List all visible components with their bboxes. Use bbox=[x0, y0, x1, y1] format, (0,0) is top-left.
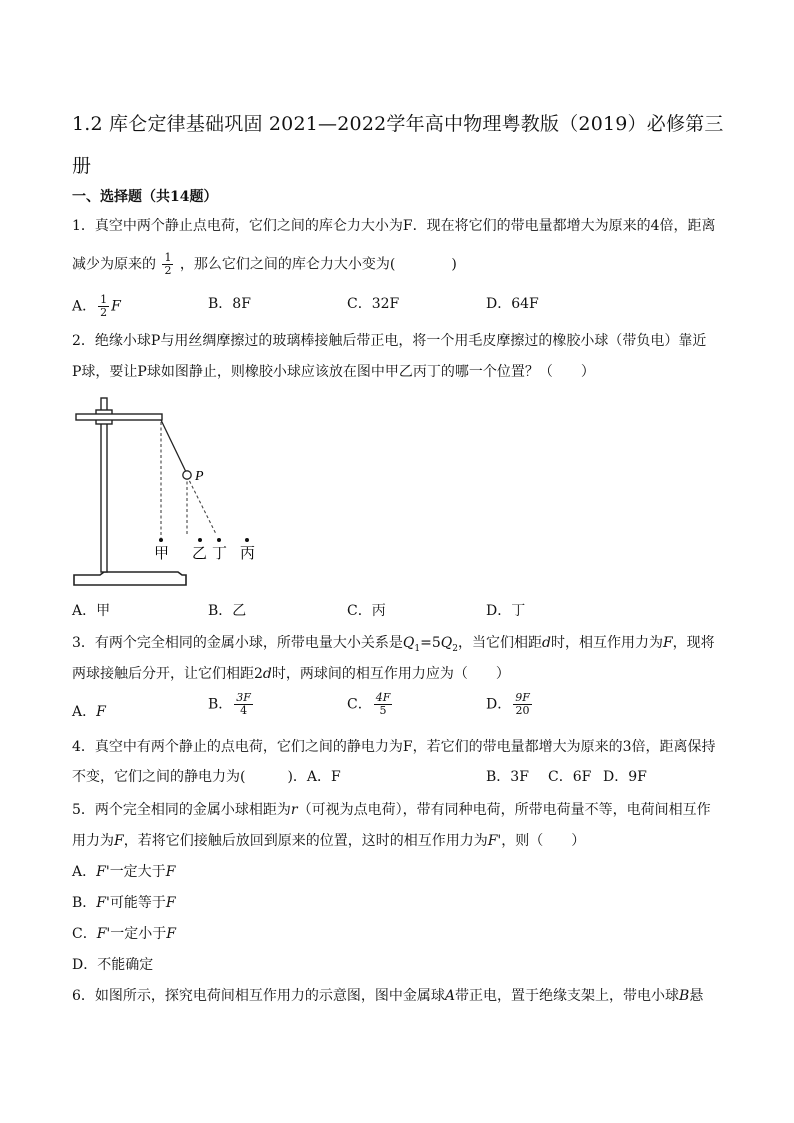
q5-option-c bbox=[72, 924, 176, 944]
q1-line2 bbox=[72, 252, 722, 277]
q5-option-a bbox=[72, 862, 175, 882]
q6-var-a: A bbox=[444, 988, 456, 1004]
q3-var-d: d bbox=[541, 635, 551, 651]
q1-option-a bbox=[72, 294, 121, 319]
q3-option-c-frac bbox=[374, 692, 393, 717]
page-title: 1.2 库仑定律基础巩固 2021—2022学年高中物理粤教版（2019）必修第三册 bbox=[72, 113, 724, 177]
q3-option-b bbox=[208, 692, 255, 717]
q4-line1: 4．真空中有两个静止的点电荷，它们之间的静电力为F，若它们的带电量都增大为原来的3倍，距离保持 bbox=[72, 739, 716, 755]
q1-option-d: D．64F bbox=[486, 296, 539, 312]
q3-option-d-den: 20 bbox=[515, 704, 530, 717]
q5-var-r: r bbox=[290, 802, 298, 818]
ball-p bbox=[183, 471, 191, 479]
q1-option-a-den: 2 bbox=[100, 306, 108, 319]
q5-var-f: F bbox=[114, 833, 124, 849]
q5-option-c-var: F' bbox=[96, 926, 111, 942]
dot-yi bbox=[198, 538, 202, 542]
q3-option-d-num: 9F bbox=[515, 691, 530, 704]
q5-option-b-label: B． bbox=[72, 895, 97, 911]
q3-line1-start: 3．有两个完全相同的金属小球，所带电量大小关系是 bbox=[72, 635, 403, 651]
q1-line2-end: ，那么它们之间的库仑力大小变为( ) bbox=[179, 256, 457, 273]
q5-option-b-text: 可能等于 bbox=[109, 895, 166, 911]
q5-line2-mid: ，若将它们接触后放回到原来的位置，这时的相互作用力为 bbox=[123, 833, 488, 849]
q5-line2-start: 用力为 bbox=[72, 833, 114, 849]
q4-option-b: B．3F bbox=[486, 769, 529, 785]
q3-option-c-label: C． bbox=[347, 696, 372, 713]
q3-option-b-label: B． bbox=[208, 696, 233, 713]
label-p: P bbox=[195, 469, 204, 484]
q5-option-b-var: F' bbox=[96, 895, 110, 911]
q3-option-b-frac bbox=[234, 692, 253, 717]
q3-line2 bbox=[72, 664, 722, 684]
q3-line1 bbox=[72, 633, 722, 659]
q2-option-c: C．丙 bbox=[347, 603, 386, 619]
q3-option-c-num: 4F bbox=[375, 691, 391, 704]
dashed-line-to-ding bbox=[187, 476, 216, 534]
q5-line1 bbox=[72, 800, 722, 820]
q5-line1-end: （可视为点电荷），带有同种电荷，所带电荷量不等，电荷间相互作 bbox=[297, 802, 711, 818]
q6-line1-end: 悬 bbox=[689, 988, 704, 1004]
pendulum-figure bbox=[70, 392, 270, 592]
dot-bing bbox=[245, 538, 249, 542]
q1-option-a-num: 1 bbox=[100, 293, 108, 306]
q5-line1-start: 5．两个完全相同的金属小球相距为 bbox=[72, 802, 291, 818]
q5-option-b bbox=[72, 893, 176, 913]
q3-q2-sub: 2 bbox=[452, 643, 458, 654]
q5-var-f2: F' bbox=[487, 833, 502, 849]
q3-var-f: F bbox=[662, 635, 673, 651]
q3-option-a bbox=[72, 702, 106, 722]
q3-line1-mid: ，当它们相距 bbox=[457, 635, 542, 651]
stand-base bbox=[74, 572, 186, 585]
q1-option-a-frac bbox=[98, 294, 109, 319]
q5-option-c-var2: F bbox=[166, 926, 176, 942]
q2-line2: P球，要让P球如图静止，则橡胶小球应该放在图中甲乙丙丁的哪一个位置？（ ） bbox=[72, 364, 595, 380]
q5-option-a-text: 一定大于 bbox=[109, 864, 166, 880]
stand-arm bbox=[76, 414, 162, 420]
q3-option-b-den: 4 bbox=[240, 704, 248, 717]
q3-line2-var-d: d bbox=[262, 666, 272, 682]
q6-line1-mid: 带正电，置于绝缘支架上，带电小球 bbox=[455, 988, 680, 1004]
q2-option-a: A．甲 bbox=[72, 603, 111, 619]
q5-option-b-var2: F bbox=[165, 895, 176, 911]
q3-option-b-num: 3F bbox=[236, 691, 251, 704]
q6-line1 bbox=[72, 986, 722, 1006]
q3-option-d-frac bbox=[513, 692, 532, 717]
q4-option-c: C．6F bbox=[548, 769, 592, 785]
q5-option-c-text: 一定小于 bbox=[110, 926, 167, 942]
q1-line1: 1．真空中两个静止点电荷，它们之间的库仑力大小为F．现在将它们的带电量都增大为原来的4倍，距离 bbox=[72, 218, 716, 234]
q3-option-c bbox=[347, 692, 394, 717]
q6-var-b: B bbox=[679, 988, 690, 1004]
q3-rel-eq: =5 bbox=[420, 635, 441, 651]
q2-option-d: D．丁 bbox=[486, 603, 526, 619]
label-yi: 乙 bbox=[192, 544, 208, 562]
q3-line2-start: 两球接触后分开，让它们相距2 bbox=[72, 666, 263, 682]
q4-line2: 不变，它们之间的静电力为( )．A．F bbox=[72, 769, 341, 785]
section-heading: 一、选择题（共14题） bbox=[72, 189, 218, 205]
label-bing: 丙 bbox=[240, 544, 256, 562]
q1-option-a-var: F bbox=[111, 298, 121, 315]
q5-option-a-label: A． bbox=[72, 864, 97, 880]
q1-option-c: C．32F bbox=[347, 296, 400, 312]
q1-option-a-label: A． bbox=[72, 298, 97, 315]
dot-ding bbox=[217, 538, 221, 542]
q2-option-b: B．乙 bbox=[208, 603, 247, 619]
q5-option-a-var2: F bbox=[165, 864, 176, 880]
q5-option-d: D．不能确定 bbox=[72, 957, 154, 973]
q3-option-c-den: 5 bbox=[379, 704, 387, 717]
q1-line2-start: 减少为原来的 bbox=[72, 256, 156, 273]
q2-line1: 2．绝缘小球P与用丝绸摩擦过的玻璃棒接触后带正电，将一个用毛皮摩擦过的橡胶小球（带负电）靠近 bbox=[72, 333, 707, 349]
q1-option-b: B．8F bbox=[208, 296, 251, 312]
q1-frac-den: 2 bbox=[164, 264, 172, 277]
q3-option-d bbox=[486, 692, 534, 717]
dot-jia bbox=[159, 538, 163, 542]
q6-line1-start: 6．如图所示，探究电荷间相互作用力的示意图，图中金属球 bbox=[72, 988, 445, 1004]
q1-fraction bbox=[162, 252, 173, 277]
label-jia: 甲 bbox=[154, 544, 170, 562]
q3-q2-var: Q bbox=[440, 635, 453, 651]
q3-option-d-label: D． bbox=[486, 696, 512, 713]
q3-line2-end: 时，两球间的相互作用力应为（ ） bbox=[271, 666, 510, 682]
pendulum-string bbox=[161, 420, 186, 472]
q1-frac-num: 1 bbox=[164, 251, 172, 264]
q3-option-a-val: F bbox=[96, 704, 106, 720]
q5-option-c-label: C． bbox=[72, 926, 97, 942]
q3-q1-sub: 1 bbox=[414, 643, 421, 654]
q3-q1-var: Q bbox=[402, 635, 415, 651]
q5-option-a-var: F' bbox=[96, 864, 110, 880]
q5-line2 bbox=[72, 831, 722, 851]
q4-option-d: D．9F bbox=[603, 769, 647, 785]
label-ding: 丁 bbox=[212, 544, 228, 562]
q3-line1-mid2: 时，相互作用力为 bbox=[550, 635, 663, 651]
q3-option-a-label: A． bbox=[72, 704, 97, 720]
q5-line2-end: ，则（ ） bbox=[501, 833, 586, 849]
q3-line1-end: ，现将 bbox=[672, 635, 715, 651]
